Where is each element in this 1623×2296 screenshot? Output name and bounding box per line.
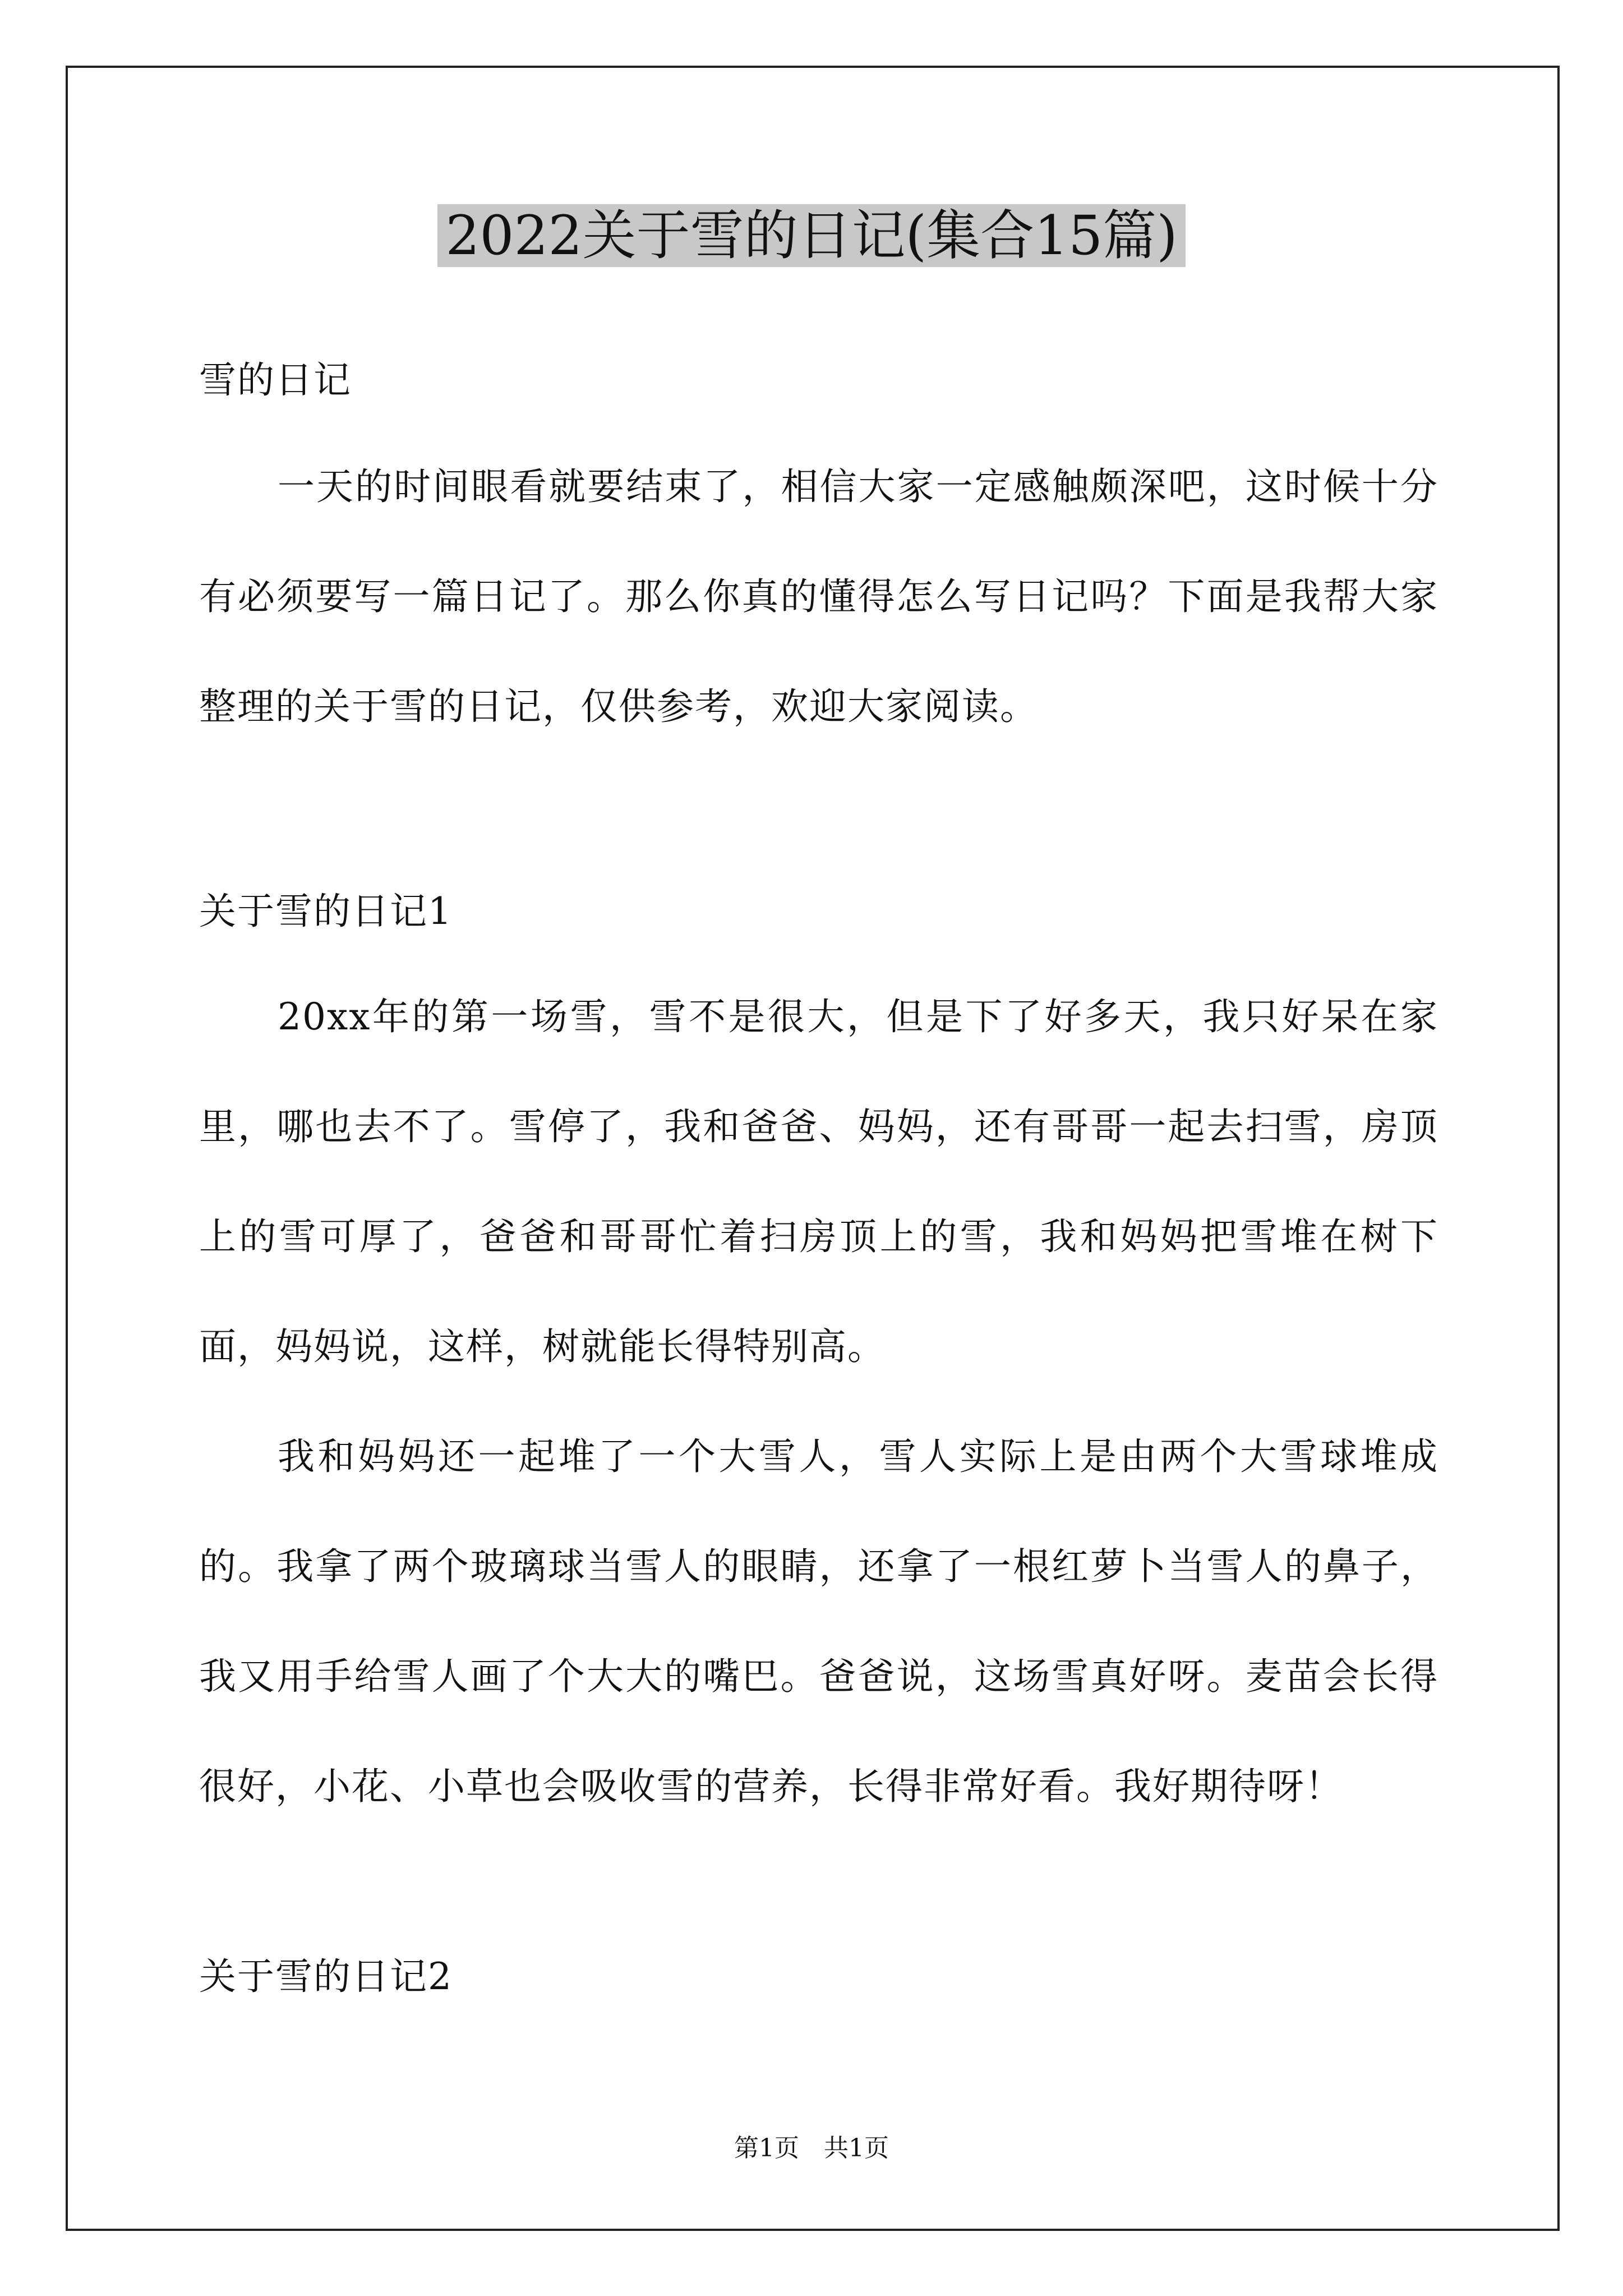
page-footer: 第1页 共1页 <box>734 2134 889 2162</box>
section1-paragraph-2: 我和妈妈还一起堆了一个大雪人，雪人实际上是由两个大雪球堆成的。我拿了两个玻璃球当雪人的眼睛，还拿了一根红萝卜当雪人的鼻子，我又用手给雪人画了个大大的嘴巴。爸爸说，这场雪真好呀。麦苗会长得很好，小花、小草也会吸收雪的营养，长得非常好看。我好期待呀！ <box>199 1435 1438 1808</box>
intro-section <box>199 432 1438 762</box>
section2-heading: 关于雪的日记2 <box>199 1955 453 1998</box>
section1-body <box>199 962 1438 1842</box>
section1-heading: 关于雪的日记1 <box>199 890 453 933</box>
intro-heading: 雪的日记 <box>199 358 352 402</box>
section1-paragraph-1: 20xx年的第一场雪，雪不是很大，但是下了好多天，我只好呆在家里，哪也去不了。雪停了，我和爸爸、妈妈，还有哥哥一起去扫雪，房顶上的雪可厚了，爸爸和哥哥忙着扫房顶上的雪，我和妈妈把雪堆在树下面，妈妈说，这样，树就能长得特别高。 <box>199 995 1438 1368</box>
document-title-text: 2022关于雪的日记(集合15篇) <box>437 204 1185 267</box>
intro-paragraph: 一天的时间眼看就要结束了，相信大家一定感触颇深吧，这时候十分有必须要写一篇日记了。那么你真的懂得怎么写日记吗？下面是我帮大家整理的关于雪的日记，仅供参考，欢迎大家阅读。 <box>199 465 1438 728</box>
document-title <box>0 194 1623 278</box>
